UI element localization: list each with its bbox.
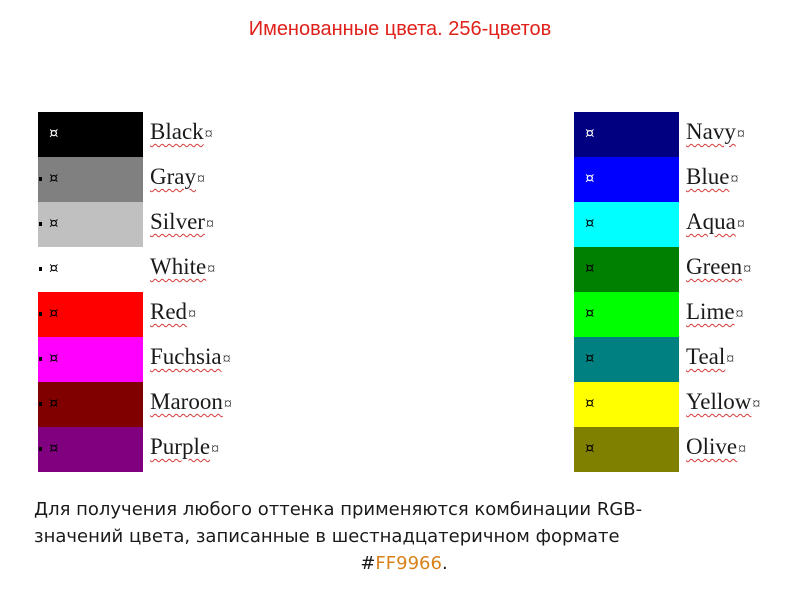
color-name <box>150 255 215 282</box>
color-name <box>686 120 745 147</box>
cell-end-mark: ¤ <box>49 259 59 277</box>
color-name-label: White <box>150 254 207 279</box>
cell-end-mark: ¤ <box>585 304 595 322</box>
color-swatch <box>38 427 143 472</box>
footer-text <box>34 496 774 577</box>
color-name <box>150 165 205 192</box>
color-swatch <box>574 157 679 202</box>
color-name-label: Blue <box>686 164 730 189</box>
color-name <box>686 165 738 192</box>
color-row <box>38 112 258 157</box>
color-name <box>150 300 196 327</box>
list-bullet-icon <box>39 447 42 451</box>
color-swatch <box>38 157 143 202</box>
cell-end-mark: ¤ <box>223 396 232 413</box>
color-row <box>38 337 258 382</box>
color-swatch <box>574 292 679 337</box>
color-row <box>38 427 258 472</box>
color-name <box>150 210 214 237</box>
color-row <box>38 157 258 202</box>
slide-title: Именованные цвета. 256-цветов <box>248 18 552 40</box>
color-name-label: Fuchsia <box>150 344 222 369</box>
color-name <box>150 120 213 147</box>
footer-line-3 <box>34 550 774 577</box>
color-name-label: Aqua <box>686 209 736 234</box>
cell-end-mark: ¤ <box>752 396 761 413</box>
cell-end-mark: ¤ <box>49 214 59 232</box>
right-color-table <box>574 112 774 472</box>
color-name <box>686 300 744 327</box>
color-name <box>150 435 219 462</box>
color-row <box>574 112 774 157</box>
cell-end-mark: ¤ <box>726 351 735 368</box>
color-name <box>686 345 734 372</box>
hex-code: FF9966 <box>375 553 442 574</box>
color-swatch <box>574 382 679 427</box>
cell-end-mark: ¤ <box>49 394 59 412</box>
color-name-label: Gray <box>150 164 196 189</box>
color-row <box>38 247 258 292</box>
color-swatch <box>574 112 679 157</box>
color-name-label: Olive <box>686 434 738 459</box>
color-swatch <box>38 337 143 382</box>
list-bullet-icon <box>39 222 42 226</box>
color-name-label: Red <box>150 299 188 324</box>
color-name <box>686 390 760 417</box>
footer-line-2: значений цвета, записанные в шестнадцатеричном формате <box>34 526 620 547</box>
cell-end-mark: ¤ <box>49 304 59 322</box>
color-name-label: Purple <box>150 434 211 459</box>
cell-end-mark: ¤ <box>49 439 59 457</box>
cell-end-mark: ¤ <box>205 216 214 233</box>
color-row <box>574 247 774 292</box>
color-swatch <box>38 382 143 427</box>
cell-end-mark: ¤ <box>196 171 205 188</box>
color-name-label: Navy <box>686 119 736 144</box>
cell-end-mark: ¤ <box>211 441 220 458</box>
cell-end-mark: ¤ <box>736 216 745 233</box>
color-name <box>686 435 746 462</box>
left-color-table <box>38 112 258 472</box>
color-swatch <box>574 247 679 292</box>
color-row <box>574 337 774 382</box>
cell-end-mark: ¤ <box>735 306 744 323</box>
list-bullet-icon <box>39 402 42 406</box>
cell-end-mark: ¤ <box>585 259 595 277</box>
color-name-label: Teal <box>686 344 726 369</box>
color-name <box>150 345 231 372</box>
color-swatch <box>38 292 143 337</box>
color-name-label: Silver <box>150 209 205 234</box>
color-swatch <box>574 427 679 472</box>
cell-end-mark: ¤ <box>207 261 216 278</box>
color-name <box>686 210 745 237</box>
color-name-label: Maroon <box>150 389 223 414</box>
color-name-label: Black <box>150 119 204 144</box>
color-row <box>38 202 258 247</box>
footer-line-1: Для получения любого оттенка применяются комбинации RGB- <box>34 499 643 520</box>
hex-hash: # <box>360 553 376 574</box>
cell-end-mark: ¤ <box>585 439 595 457</box>
list-bullet-icon <box>39 312 42 316</box>
color-name-label: Yellow <box>686 389 752 414</box>
cell-end-mark: ¤ <box>743 261 752 278</box>
cell-end-mark: ¤ <box>585 349 595 367</box>
cell-end-mark: ¤ <box>730 171 739 188</box>
list-bullet-icon <box>39 357 42 361</box>
cell-end-mark: ¤ <box>49 169 59 187</box>
cell-end-mark: ¤ <box>585 394 595 412</box>
cell-end-mark: ¤ <box>585 124 595 142</box>
cell-end-mark: ¤ <box>49 124 59 142</box>
color-row <box>574 292 774 337</box>
color-swatch <box>574 337 679 382</box>
color-swatch <box>38 202 143 247</box>
cell-end-mark: ¤ <box>222 351 231 368</box>
color-name <box>686 255 751 282</box>
list-bullet-icon <box>39 267 42 271</box>
color-row <box>574 382 774 427</box>
cell-end-mark: ¤ <box>585 214 595 232</box>
cell-end-mark: ¤ <box>736 126 745 143</box>
cell-end-mark: ¤ <box>204 126 213 143</box>
color-swatch <box>574 202 679 247</box>
color-name <box>150 390 232 417</box>
footer-period: . <box>441 553 448 574</box>
cell-end-mark: ¤ <box>49 349 59 367</box>
color-name-label: Lime <box>686 299 735 324</box>
color-row <box>574 427 774 472</box>
cell-end-mark: ¤ <box>585 169 595 187</box>
color-row <box>574 202 774 247</box>
list-bullet-icon <box>39 177 42 181</box>
color-swatch <box>38 247 143 292</box>
color-swatch <box>38 112 143 157</box>
color-row <box>574 157 774 202</box>
color-row <box>38 382 258 427</box>
color-row <box>38 292 258 337</box>
cell-end-mark: ¤ <box>188 306 197 323</box>
cell-end-mark: ¤ <box>738 441 747 458</box>
color-name-label: Green <box>686 254 743 279</box>
